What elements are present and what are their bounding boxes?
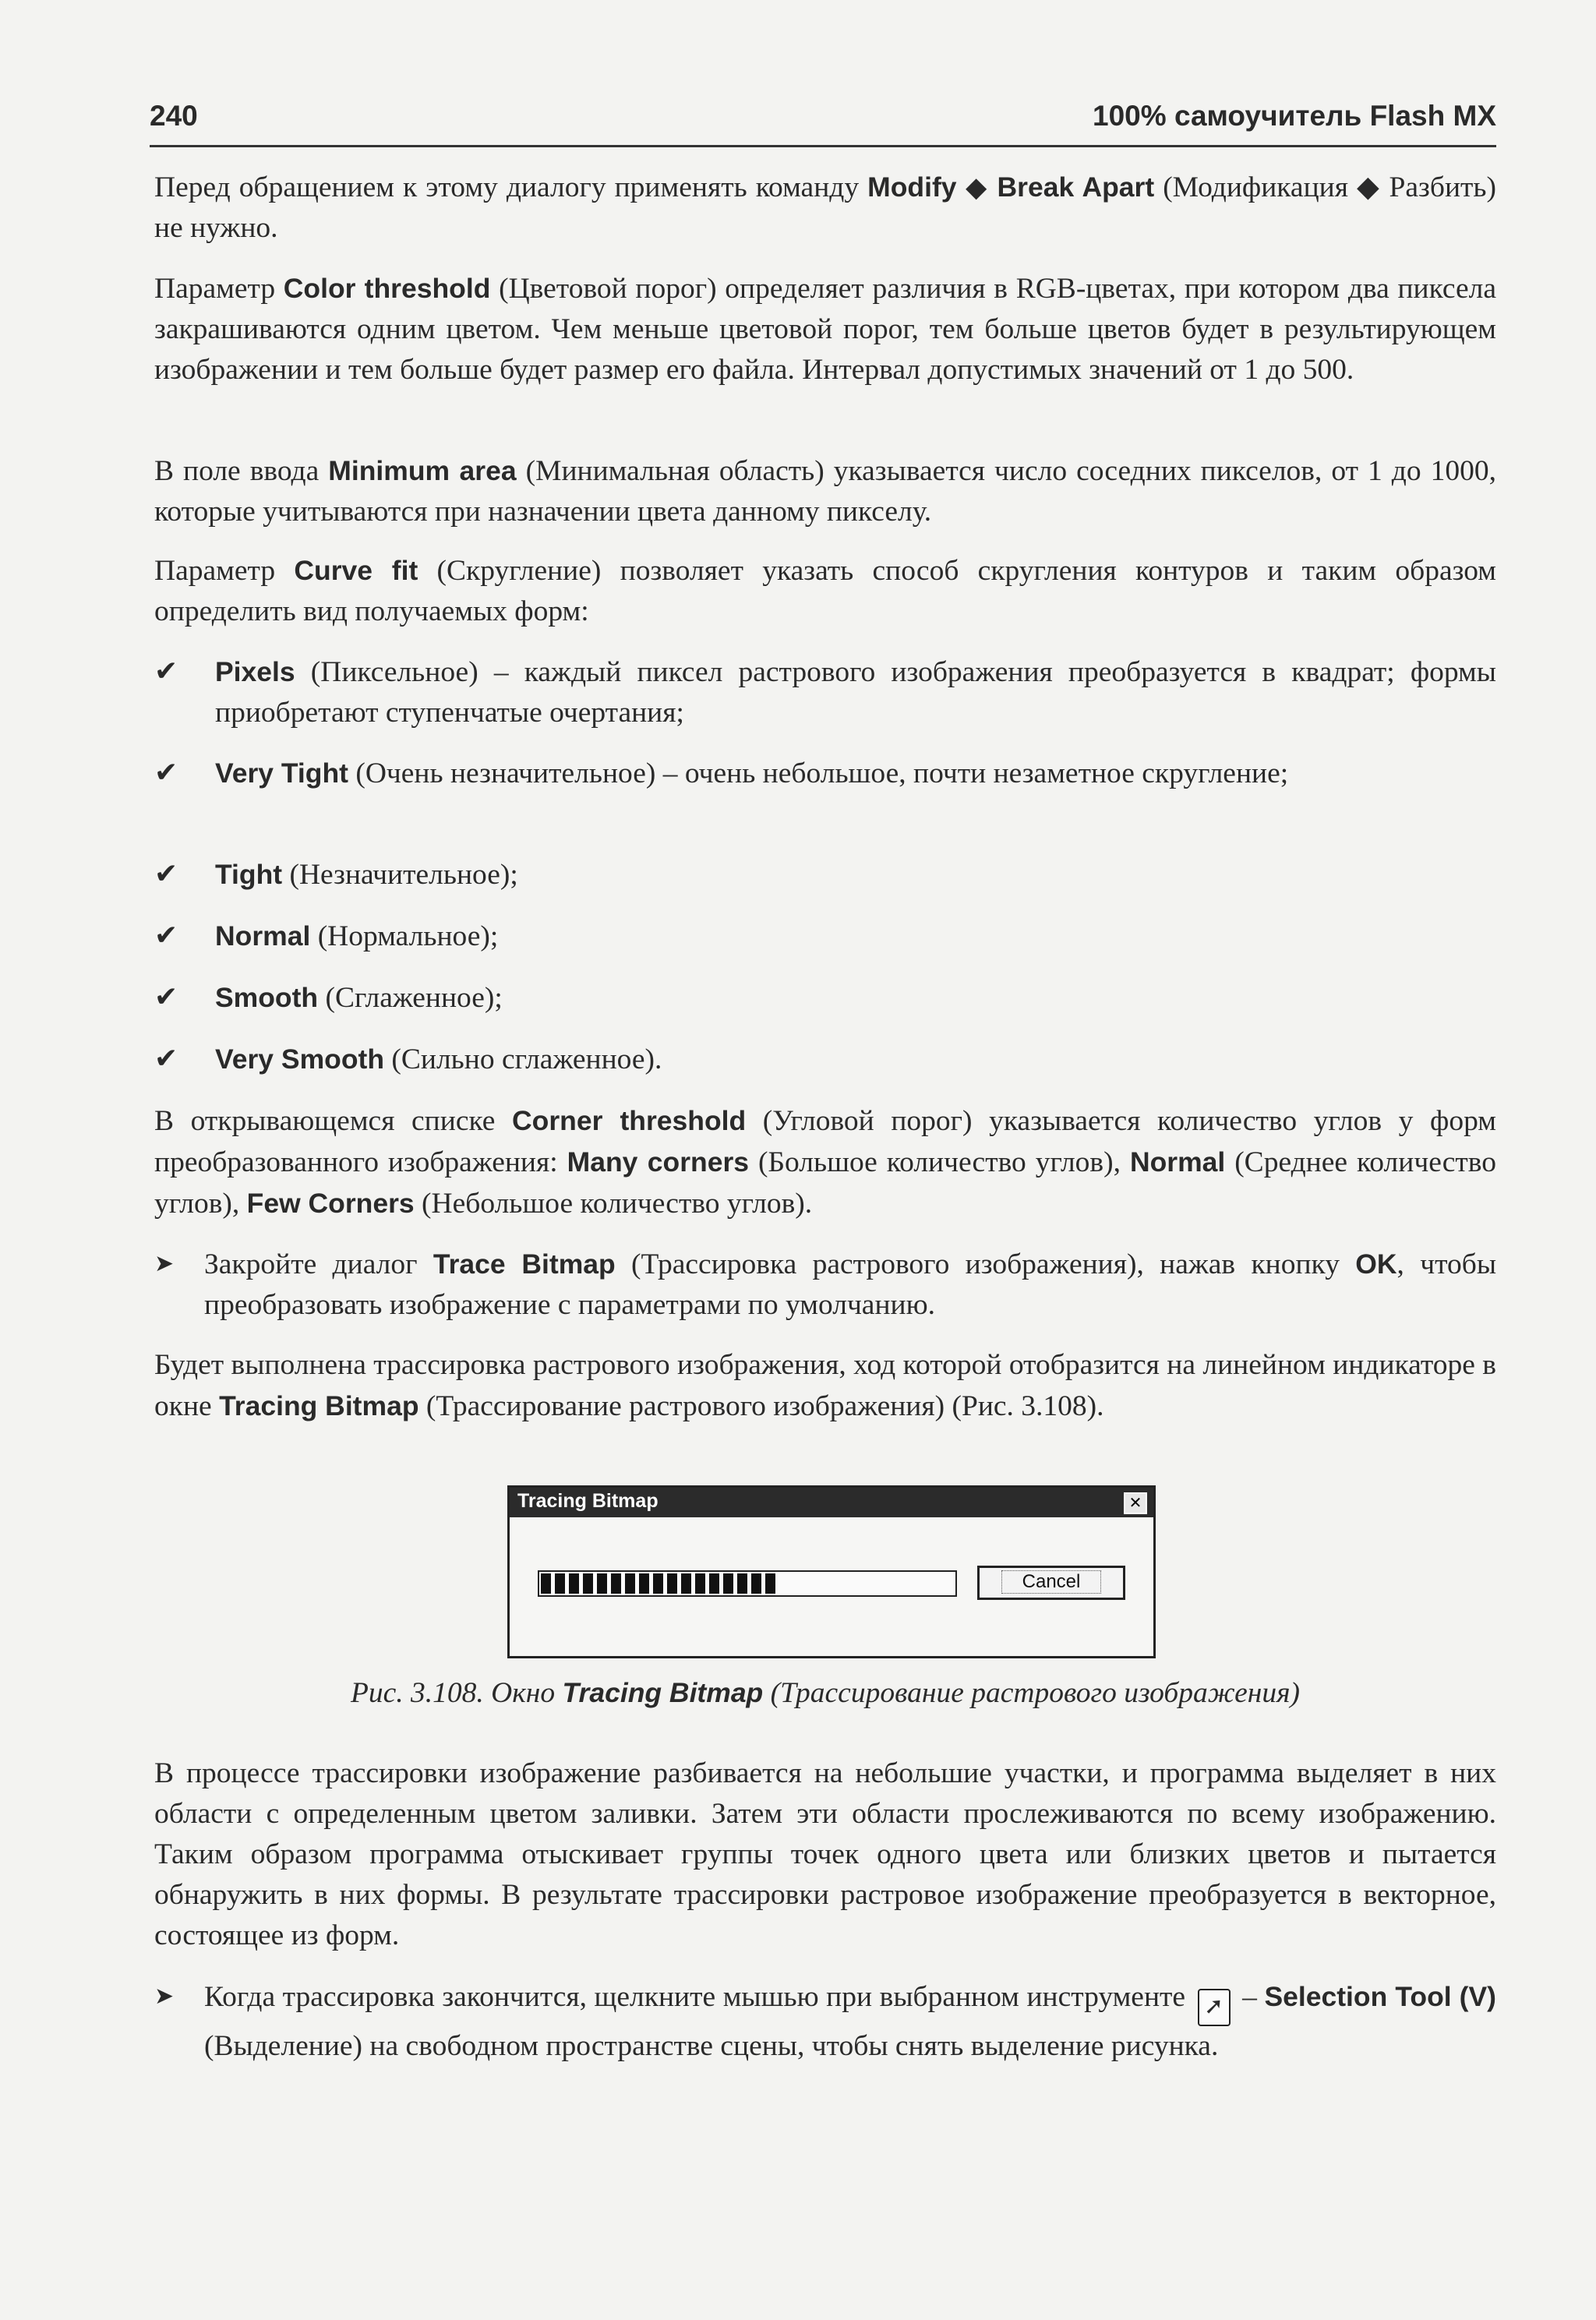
text: Закройте диалог: [204, 1248, 433, 1280]
term-many-corners: Many corners: [567, 1146, 750, 1178]
page-number: 240: [150, 100, 198, 132]
term-minimum-area: Minimum area: [328, 455, 517, 486]
selection-tool-icon: ➚: [1198, 1989, 1231, 2026]
text: (Угловой порог) указывается количество углов у форм преобразованного изображения:: [154, 1105, 1496, 1178]
term-tight: Tight: [215, 859, 283, 890]
term-pixels: Pixels: [215, 656, 295, 687]
paragraph-tracing-progress: [154, 1345, 1496, 1427]
text: Перед обращением к этому диалогу применять команду: [154, 171, 868, 203]
text: (Трассировка растрового изображения), нажав кнопку: [615, 1248, 1356, 1280]
text: В открывающемся списке: [154, 1105, 512, 1137]
text: (Среднее количество углов),: [154, 1146, 1497, 1220]
close-icon[interactable]: ✕: [1124, 1492, 1147, 1514]
paragraph-break-apart: [154, 167, 1496, 249]
term-normal-corners: Normal: [1129, 1146, 1226, 1178]
term-smooth: Smooth: [215, 982, 319, 1013]
text: В процессе трассировки изображение разбивается на небольшие участки, и программа выделяет в них области с определенным цветом заливки. Затем эти области прослеживаются по всему изображению. Таким образом программа отыскивает группы точек одного цвета или близких цветов и пытается обнаружить в них формы. В результате трассировки растровое изображение преобразуется в векторное, состоящее из форм.: [154, 1757, 1496, 1951]
text: (Трассирование растрового изображения) (Рис. 3.108).: [418, 1390, 1104, 1422]
term-break-apart: Break Apart: [997, 171, 1155, 203]
check-bullet-icon: ✔: [154, 920, 178, 952]
progress-bar: [538, 1570, 957, 1597]
term-ok: OK: [1355, 1248, 1397, 1280]
text: (Пиксельное) – каждый пиксел растрового изображения преобразуется в квадрат; формы приобретают ступенчатые очертания;: [215, 656, 1496, 729]
paragraph-color-threshold: [154, 268, 1496, 390]
text: (Модификация ◆ Разбить) не нужно.: [154, 171, 1496, 244]
term-normal: Normal: [215, 920, 311, 952]
text: Будет выполнена трассировка растрового изображения, ход которой отобразится на линейном индикаторе в окне: [154, 1349, 1496, 1422]
text: (Сильно сглаженное).: [384, 1043, 662, 1075]
text: (Сглаженное);: [318, 982, 503, 1014]
figure-caption: [154, 1672, 1496, 1714]
term-color-threshold: Color threshold: [283, 273, 491, 304]
arrow-bullet-icon: ➤: [154, 1250, 175, 1277]
term-tracing-bitmap: Tracing Bitmap: [562, 1677, 764, 1708]
tracing-bitmap-dialog: [507, 1485, 1156, 1658]
paragraph-tracing-process: [154, 1753, 1496, 1956]
text: –: [1234, 1981, 1265, 2013]
text: (Небольшое количество углов).: [414, 1188, 813, 1220]
text: Параметр: [154, 273, 284, 305]
text: (Большое количество углов),: [749, 1146, 1130, 1178]
term-trace-bitmap: Trace Bitmap: [433, 1248, 616, 1280]
term-tracing-bitmap: Tracing Bitmap: [219, 1390, 419, 1421]
running-title: 100% самоучитель Flash MX: [1093, 100, 1496, 132]
check-bullet-icon: ✔: [154, 757, 178, 789]
progress-fill: [541, 1573, 778, 1594]
dialog-title: Tracing Bitmap: [517, 1490, 659, 1512]
text: (Цветовой порог) определяет различия в RGB-цветах, при котором два пиксела закрашиваются одним цветом. Чем меньше цветовой порог, тем больше цветов будет в результирующем изображении и тем больше будет размер его файла. Интервал допустимых значений от 1 до 500.: [154, 273, 1497, 386]
text: Когда трассировка закончится, щелкните мышью при выбранном инструменте: [204, 1981, 1193, 2013]
text: (Очень незначительное) – очень небольшое, почти незаметное скругление;: [348, 757, 1289, 789]
text: , чтобы преобразовать изображение с параметрами по умолчанию.: [204, 1248, 1497, 1321]
text: Рис. 3.108. Окно: [350, 1677, 563, 1709]
paragraph-minimum-area: [154, 450, 1496, 532]
term-modify: Modify: [867, 171, 957, 203]
term-few-corners: Few Corners: [246, 1188, 415, 1219]
term-corner-threshold: Corner threshold: [512, 1105, 747, 1136]
check-bullet-icon: ✔: [154, 858, 178, 890]
paragraph-corner-threshold: [154, 1100, 1496, 1224]
term-very-tight: Very Tight: [215, 757, 348, 789]
check-bullet-icon: ✔: [154, 981, 178, 1013]
text: (Скругление) позволяет указать способ скругления контуров и таким образом определить вид получаемых форм:: [154, 555, 1496, 627]
term-very-smooth: Very Smooth: [215, 1043, 385, 1075]
dialog-titlebar: [510, 1488, 1153, 1517]
text: Параметр: [154, 555, 295, 587]
text: (Незначительное);: [282, 859, 518, 891]
check-bullet-icon: ✔: [154, 655, 178, 687]
paragraph-curve-fit: [154, 550, 1496, 632]
check-bullet-icon: ✔: [154, 1043, 178, 1075]
term-selection-tool: Selection Tool (V): [1264, 1981, 1496, 2012]
text: (Минимальная область) указывается число соседних пикселов, от 1 до 1000, которые учитываются при назначении цвета данному пикселу.: [154, 455, 1496, 528]
text: (Трассирование растрового изображения): [763, 1677, 1301, 1709]
arrow-bullet-icon: ➤: [154, 1983, 175, 2010]
text: (Нормальное);: [310, 920, 499, 952]
menu-separator: ◆: [956, 171, 998, 203]
text: В поле ввода: [154, 455, 329, 487]
cancel-button[interactable]: [977, 1566, 1125, 1600]
term-curve-fit: Curve fit: [294, 555, 418, 586]
cancel-button-label: Cancel: [1001, 1570, 1102, 1594]
page-header: [150, 100, 1496, 147]
text: (Выделение) на свободном пространстве сцены, чтобы снять выделение рисунка.: [204, 2030, 1219, 2062]
